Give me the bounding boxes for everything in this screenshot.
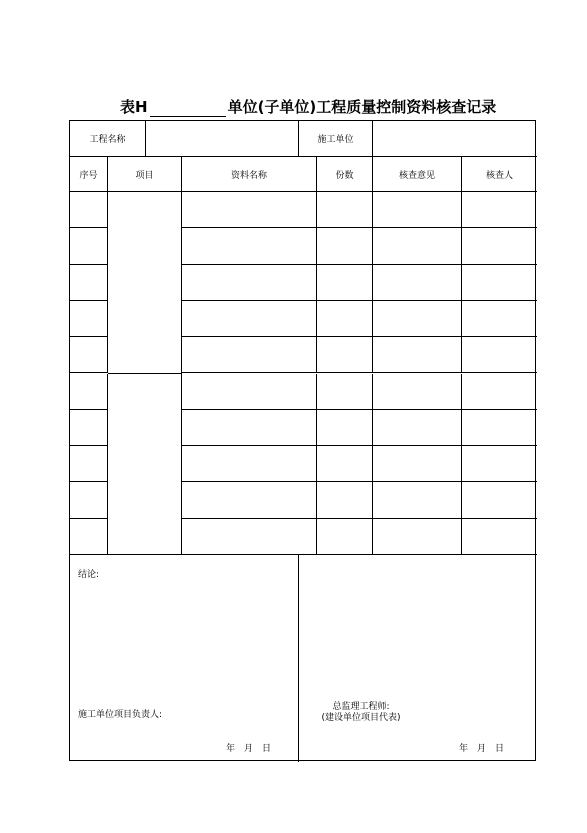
row-opinion-cell[interactable] [373, 374, 462, 410]
row-document-cell[interactable] [182, 301, 317, 337]
row-copies-cell[interactable] [317, 482, 373, 518]
row-copies-cell[interactable] [317, 410, 373, 446]
row-document-cell[interactable] [182, 337, 317, 373]
row-copies-cell[interactable] [317, 374, 373, 410]
col-header-no: 序号 [70, 157, 108, 192]
item-group-1[interactable] [108, 192, 182, 374]
row-copies-cell[interactable] [317, 301, 373, 337]
col-header-opinion: 核查意见 [373, 157, 462, 192]
row-checker-cell[interactable] [462, 192, 537, 228]
conclusion-right [299, 555, 537, 762]
row-no-cell[interactable] [70, 446, 108, 482]
row-copies-cell[interactable] [317, 337, 373, 373]
row-no-cell[interactable] [70, 192, 108, 228]
supervisor-signer-note: (建设单位项目代表) [321, 713, 401, 723]
row-checker-cell[interactable] [462, 265, 537, 301]
row-opinion-cell[interactable] [373, 265, 462, 301]
row-no-cell[interactable] [70, 410, 108, 446]
record-table [69, 120, 536, 761]
row-no-cell[interactable] [70, 482, 108, 518]
col-header-checker: 核查人 [462, 157, 537, 192]
row-opinion-cell[interactable] [373, 446, 462, 482]
contractor-label: 施工单位 [299, 121, 373, 157]
row-no-cell[interactable] [70, 337, 108, 373]
col-header-item: 项目 [108, 157, 182, 192]
project-name-label: 工程名称 [70, 121, 146, 157]
row-opinion-cell[interactable] [373, 482, 462, 518]
supervisor-sign-date[interactable]: 年 月 日 [459, 744, 505, 754]
row-opinion-cell[interactable] [373, 519, 462, 555]
row-checker-cell[interactable] [462, 374, 537, 410]
row-checker-cell[interactable] [462, 446, 537, 482]
row-checker-cell[interactable] [462, 519, 537, 555]
row-opinion-cell[interactable] [373, 410, 462, 446]
row-opinion-cell[interactable] [373, 192, 462, 228]
row-copies-cell[interactable] [317, 265, 373, 301]
col-header-document: 资料名称 [182, 157, 317, 192]
row-checker-cell[interactable] [462, 228, 537, 264]
contractor-signer-label: 施工单位项目负责人: [78, 710, 163, 720]
row-checker-cell[interactable] [462, 337, 537, 373]
row-document-cell[interactable] [182, 192, 317, 228]
row-copies-cell[interactable] [317, 519, 373, 555]
item-group-2[interactable] [108, 374, 182, 555]
title-prefix: 表H [120, 98, 148, 116]
row-document-cell[interactable] [182, 410, 317, 446]
row-document-cell[interactable] [182, 519, 317, 555]
project-name-field[interactable] [146, 121, 299, 157]
row-no-cell[interactable] [70, 374, 108, 410]
row-no-cell[interactable] [70, 265, 108, 301]
row-document-cell[interactable] [182, 374, 317, 410]
row-copies-cell[interactable] [317, 446, 373, 482]
row-checker-cell[interactable] [462, 301, 537, 337]
supervisor-signer-label: 总监理工程师: [332, 702, 390, 712]
row-opinion-cell[interactable] [373, 228, 462, 264]
conclusion-label: 结论: [78, 570, 100, 580]
row-copies-cell[interactable] [317, 192, 373, 228]
row-copies-cell[interactable] [317, 228, 373, 264]
row-opinion-cell[interactable] [373, 301, 462, 337]
col-header-copies: 份数 [317, 157, 373, 192]
row-checker-cell[interactable] [462, 410, 537, 446]
row-no-cell[interactable] [70, 519, 108, 555]
form-number-blank[interactable] [150, 100, 226, 117]
contractor-field[interactable] [373, 121, 537, 157]
form-title [120, 96, 540, 118]
row-no-cell[interactable] [70, 228, 108, 264]
row-opinion-cell[interactable] [373, 337, 462, 373]
row-document-cell[interactable] [182, 265, 317, 301]
row-document-cell[interactable] [182, 482, 317, 518]
title-suffix: 单位(子单位)工程质量控制资料核查记录 [227, 98, 497, 116]
row-no-cell[interactable] [70, 301, 108, 337]
row-checker-cell[interactable] [462, 482, 537, 518]
contractor-sign-date[interactable]: 年 月 日 [226, 744, 272, 754]
row-document-cell[interactable] [182, 228, 317, 264]
conclusion-left [70, 555, 299, 762]
row-document-cell[interactable] [182, 446, 317, 482]
